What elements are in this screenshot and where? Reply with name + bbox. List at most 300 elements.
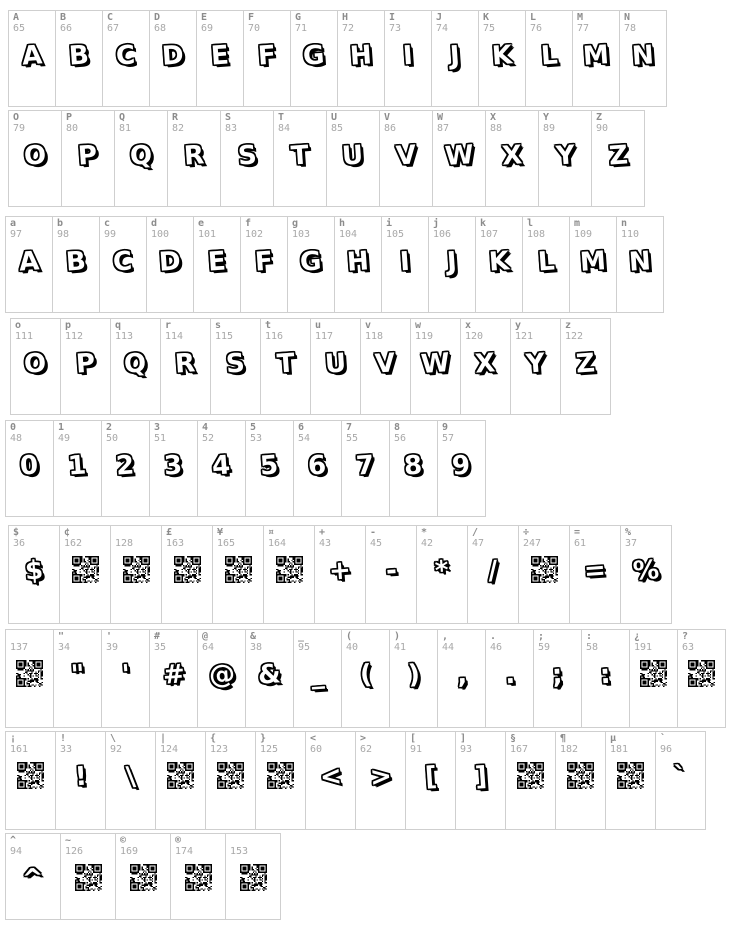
- cartoon-glyph: F: [254, 246, 274, 278]
- cell-code-label: 59: [538, 642, 551, 653]
- char-cell: [437, 629, 486, 728]
- glyph-area: [366, 540, 416, 602]
- cell-char-label: <: [310, 733, 317, 744]
- char-map-row: [5, 420, 750, 517]
- cell-code-label: 70: [248, 23, 261, 34]
- cell-code-label: 75: [483, 23, 496, 34]
- cartoon-glyph: 9: [451, 450, 472, 482]
- cartoon-glyph: /: [487, 555, 499, 587]
- cell-char-label: a: [10, 218, 17, 229]
- cell-code-label: 36: [13, 538, 26, 549]
- cell-code-label: 41: [394, 642, 407, 653]
- cartoon-glyph: 6: [307, 450, 328, 482]
- qr-glyph-icon: [517, 762, 544, 789]
- cell-code-label: 100: [151, 229, 170, 240]
- char-cell: [677, 629, 726, 728]
- cell-char-label: Q: [119, 112, 126, 123]
- char-cell: [475, 216, 523, 313]
- glyph-area: [241, 231, 287, 293]
- glyph-area: [53, 231, 99, 293]
- cell-char-label: e: [198, 218, 205, 229]
- char-cell: [52, 216, 100, 313]
- cartoon-glyph: 1: [67, 450, 88, 482]
- glyph-area: [539, 125, 591, 187]
- cell-code-label: 80: [66, 123, 79, 134]
- cell-char-label: $: [13, 527, 20, 538]
- qr-glyph-icon: [640, 660, 667, 687]
- char-cell: [102, 10, 150, 107]
- char-cell: [431, 10, 479, 107]
- cell-code-label: 33: [60, 744, 73, 755]
- cartoon-glyph: \: [124, 761, 137, 793]
- char-cell: [619, 10, 667, 107]
- glyph-area: [356, 746, 405, 808]
- cell-char-label: 7: [346, 422, 353, 433]
- char-cell: [146, 216, 194, 313]
- cartoon-glyph: I: [402, 40, 414, 72]
- cell-char-label: !: [60, 733, 67, 744]
- cell-code-label: 119: [415, 331, 434, 342]
- cell-code-label: 105: [386, 229, 405, 240]
- cell-char-label: j: [433, 218, 440, 229]
- glyph-area: [342, 435, 389, 497]
- glyph-area: [62, 125, 114, 187]
- char-cell: [160, 318, 211, 415]
- char-cell: [255, 731, 306, 830]
- qr-glyph: [6, 660, 53, 691]
- glyph-area: [115, 125, 167, 187]
- char-cell: [360, 318, 411, 415]
- cell-code-label: 247: [523, 538, 542, 549]
- char-map-row: [8, 525, 750, 624]
- cell-char-label: ~: [65, 835, 72, 846]
- cell-code-label: 71: [295, 23, 308, 34]
- cell-code-label: 83: [225, 123, 238, 134]
- glyph-area: [621, 540, 671, 602]
- cell-char-label: i: [386, 218, 393, 229]
- char-cell: [341, 420, 390, 517]
- cell-code-label: 34: [58, 642, 71, 653]
- cartoon-glyph: D: [158, 246, 182, 278]
- cell-code-label: 107: [480, 229, 499, 240]
- char-cell: [212, 525, 264, 624]
- cell-code-label: 95: [298, 642, 311, 653]
- cartoon-glyph: `: [672, 761, 689, 793]
- cartoon-glyph: ): [406, 659, 421, 691]
- cell-code-label: 89: [543, 123, 556, 134]
- cartoon-glyph: *: [434, 555, 450, 587]
- cell-code-label: 125: [260, 744, 279, 755]
- cell-code-label: 112: [65, 331, 84, 342]
- char-cell: [155, 731, 206, 830]
- cell-code-label: 78: [624, 23, 637, 34]
- char-cell: [193, 216, 241, 313]
- cell-char-label: p: [65, 320, 72, 331]
- char-cell: [310, 318, 361, 415]
- cell-char-label: y: [515, 320, 522, 331]
- char-cell: [560, 318, 611, 415]
- char-cell: [210, 318, 261, 415]
- qr-glyph-icon: [567, 762, 594, 789]
- cell-char-label: :: [586, 631, 593, 642]
- char-cell: [305, 731, 356, 830]
- cell-char-label: 5: [250, 422, 257, 433]
- char-cell: [337, 10, 385, 107]
- cell-char-label: 8: [394, 422, 401, 433]
- cartoon-glyph: I: [399, 246, 411, 278]
- cartoon-glyph: 0: [19, 450, 40, 482]
- char-cell: [8, 110, 62, 207]
- cell-code-label: 181: [610, 744, 629, 755]
- char-cell: [149, 10, 197, 107]
- cell-code-label: 51: [154, 433, 167, 444]
- cartoon-glyph: :: [599, 659, 612, 691]
- cell-code-label: 97: [10, 229, 23, 240]
- cell-code-label: 174: [175, 846, 194, 857]
- glyph-area: [6, 435, 53, 497]
- char-cell: [197, 420, 246, 517]
- qr-glyph: [226, 864, 280, 895]
- cell-code-label: 122: [565, 331, 584, 342]
- glyph-area: [9, 540, 59, 602]
- glyph-area: [198, 644, 245, 706]
- cell-code-label: 165: [217, 538, 236, 549]
- char-cell: [197, 629, 246, 728]
- cell-char-label: N: [624, 12, 631, 23]
- glyph-area: [147, 231, 193, 293]
- cartoon-glyph: E: [207, 246, 227, 278]
- cartoon-glyph: B: [68, 40, 90, 72]
- cell-code-label: 77: [577, 23, 590, 34]
- cell-code-label: 37: [625, 538, 638, 549]
- cartoon-glyph: K: [490, 40, 514, 72]
- cell-code-label: 182: [560, 744, 579, 755]
- glyph-area: [194, 231, 240, 293]
- cell-char-label: ': [106, 631, 113, 642]
- glyph-area: [311, 333, 360, 395]
- cell-code-label: 68: [154, 23, 167, 34]
- cartoon-glyph: B: [65, 246, 87, 278]
- qr-glyph-icon: [688, 660, 715, 687]
- qr-glyph-icon: [17, 762, 44, 789]
- cell-code-label: 52: [202, 433, 215, 444]
- cell-code-label: 88: [490, 123, 503, 134]
- char-cell: [616, 216, 664, 313]
- cell-char-label: h: [339, 218, 346, 229]
- cell-code-label: 86: [384, 123, 397, 134]
- cartoon-glyph: ,: [455, 659, 468, 691]
- cell-char-label: >: [360, 733, 367, 744]
- cell-code-label: 79: [13, 123, 26, 134]
- glyph-area: [291, 25, 337, 87]
- glyph-area: [274, 125, 326, 187]
- cell-code-label: 103: [292, 229, 311, 240]
- glyph-area: [438, 644, 485, 706]
- cell-code-label: 93: [460, 744, 473, 755]
- cell-code-label: 64: [202, 642, 215, 653]
- cell-char-label: r: [165, 320, 172, 331]
- glyph-area: [382, 231, 428, 293]
- char-cell: [240, 216, 288, 313]
- cell-code-label: 66: [60, 23, 73, 34]
- cell-char-label: O: [13, 112, 20, 123]
- cell-char-label: +: [319, 527, 326, 538]
- cell-code-label: 110: [621, 229, 640, 240]
- glyph-area: [486, 644, 533, 706]
- cell-code-label: 87: [437, 123, 450, 134]
- cell-code-label: 76: [530, 23, 543, 34]
- char-cell: [525, 10, 573, 107]
- char-cell: [105, 731, 156, 830]
- cartoon-glyph: ]: [473, 761, 488, 793]
- glyph-area: [592, 125, 644, 187]
- char-cell: [99, 216, 147, 313]
- glyph-area: [526, 25, 572, 87]
- char-map-row: [10, 318, 750, 415]
- cell-char-label: ÷: [523, 527, 530, 538]
- cell-char-label: }: [260, 733, 267, 744]
- cell-char-label: H: [342, 12, 349, 23]
- qr-glyph: [519, 556, 569, 587]
- char-cell: [196, 10, 244, 107]
- glyph-area: [6, 231, 52, 293]
- cartoon-glyph: ': [120, 659, 131, 691]
- char-cell: [55, 10, 103, 107]
- glyph-area: [511, 333, 560, 395]
- cell-code-label: 137: [10, 642, 29, 653]
- cell-char-label: ?: [682, 631, 689, 642]
- char-cell: [505, 731, 556, 830]
- cell-code-label: 81: [119, 123, 132, 134]
- cell-code-label: 167: [510, 744, 529, 755]
- cell-code-label: 124: [160, 744, 179, 755]
- cell-code-label: 61: [574, 538, 587, 549]
- cartoon-glyph: [: [423, 761, 438, 793]
- cell-code-label: 90: [596, 123, 609, 134]
- glyph-area: [100, 231, 146, 293]
- char-cell: [455, 731, 506, 830]
- qr-glyph: [61, 864, 115, 895]
- glyph-area: [198, 435, 245, 497]
- glyph-area: [9, 25, 55, 87]
- char-cell: [555, 731, 606, 830]
- cartoon-glyph: Y: [525, 348, 546, 380]
- cell-code-label: 44: [442, 642, 455, 653]
- cartoon-glyph: !: [73, 761, 88, 793]
- glyph-area: [246, 435, 293, 497]
- cell-char-label: 3: [154, 422, 161, 433]
- char-cell: [205, 731, 256, 830]
- cell-char-label: J: [436, 12, 443, 23]
- qr-glyph: [162, 556, 212, 587]
- char-cell: [629, 629, 678, 728]
- glyph-area: [294, 644, 341, 706]
- qr-glyph-icon: [75, 864, 102, 891]
- char-cell: [245, 420, 294, 517]
- cartoon-glyph: Y: [554, 140, 576, 172]
- glyph-area: [385, 25, 431, 87]
- char-cell: [334, 216, 382, 313]
- qr-glyph: [556, 762, 605, 793]
- cartoon-glyph: =: [583, 555, 607, 587]
- char-cell: [60, 318, 111, 415]
- cell-char-label: w: [415, 320, 422, 331]
- char-cell: [581, 629, 630, 728]
- char-cell: [225, 833, 281, 920]
- cell-char-label: ): [394, 631, 401, 642]
- char-cell: [287, 216, 335, 313]
- cell-code-label: 35: [154, 642, 167, 653]
- char-cell: [167, 110, 221, 207]
- char-cell: [61, 110, 115, 207]
- cell-char-label: [: [410, 733, 417, 744]
- cell-char-label: F: [248, 12, 255, 23]
- glyph-area: [111, 333, 160, 395]
- cell-char-label: \: [110, 733, 117, 744]
- qr-glyph: [116, 864, 170, 895]
- char-cell: [460, 318, 511, 415]
- char-cell: [110, 525, 162, 624]
- qr-glyph-icon: [174, 556, 201, 583]
- cartoon-glyph: R: [174, 348, 197, 380]
- cell-code-label: 113: [115, 331, 134, 342]
- cartoon-glyph: T: [290, 140, 310, 172]
- cell-char-label: 1: [58, 422, 65, 433]
- cell-char-label: 2: [106, 422, 113, 433]
- cartoon-glyph: <: [318, 761, 343, 793]
- cell-code-label: 53: [250, 433, 263, 444]
- char-cell: [101, 420, 150, 517]
- cell-code-label: 47: [472, 538, 485, 549]
- glyph-area: [342, 644, 389, 706]
- cell-code-label: 82: [172, 123, 185, 134]
- cartoon-glyph: >: [368, 761, 393, 793]
- cartoon-glyph: N: [628, 246, 652, 278]
- cell-code-label: 191: [634, 642, 653, 653]
- glyph-area: [620, 25, 666, 87]
- char-cell: [379, 110, 433, 207]
- cell-code-label: 73: [389, 23, 402, 34]
- cell-code-label: 55: [346, 433, 359, 444]
- glyph-area: [433, 125, 485, 187]
- cartoon-glyph: 7: [355, 450, 376, 482]
- cartoon-glyph: &: [257, 659, 282, 691]
- cartoon-glyph: P: [77, 140, 99, 172]
- cell-code-label: 69: [201, 23, 214, 34]
- char-cell: [655, 731, 706, 830]
- cartoon-glyph: C: [112, 246, 134, 278]
- glyph-area: [244, 25, 290, 87]
- char-cell: [110, 318, 161, 415]
- char-cell: [384, 10, 432, 107]
- char-cell: [518, 525, 570, 624]
- cell-char-label: %: [625, 527, 632, 538]
- qr-glyph-icon: [72, 556, 99, 583]
- glyph-area: [315, 540, 365, 602]
- cell-code-label: 99: [104, 229, 117, 240]
- char-cell: [293, 629, 342, 728]
- cell-char-label: {: [210, 733, 217, 744]
- cartoon-glyph: ": [69, 659, 86, 691]
- cell-char-label: ¥: [217, 527, 224, 538]
- cell-code-label: 39: [106, 642, 119, 653]
- char-cell: [290, 10, 338, 107]
- cell-code-label: 58: [586, 642, 599, 653]
- cell-char-label: A: [13, 12, 20, 23]
- glyph-area: [327, 125, 379, 187]
- cell-char-label: ^: [10, 835, 17, 846]
- char-cell: [314, 525, 366, 624]
- char-cell: [365, 525, 417, 624]
- char-cell: [5, 629, 54, 728]
- qr-glyph-icon: [267, 762, 294, 789]
- cartoon-glyph: 3: [163, 450, 184, 482]
- cell-char-label: v: [365, 320, 372, 331]
- cartoon-glyph: ^: [21, 863, 45, 895]
- cell-code-label: 48: [10, 433, 23, 444]
- cell-char-label: c: [104, 218, 111, 229]
- cell-char-label: z: [565, 320, 572, 331]
- char-cell: [115, 833, 171, 920]
- cartoon-glyph: M: [579, 246, 607, 278]
- cell-char-label: £: [166, 527, 173, 538]
- char-cell: [381, 216, 429, 313]
- char-cell: [5, 420, 54, 517]
- cartoon-glyph: A: [17, 246, 41, 278]
- qr-glyph-icon: [240, 864, 267, 891]
- cartoon-glyph: 5: [259, 450, 280, 482]
- char-cell: [53, 420, 102, 517]
- glyph-area: [573, 25, 619, 87]
- cell-code-label: 115: [215, 331, 234, 342]
- cartoon-glyph: S: [236, 140, 258, 172]
- cell-char-label: ]: [460, 733, 467, 744]
- char-cell: [59, 525, 111, 624]
- cell-char-label: 4: [202, 422, 209, 433]
- character-map: [0, 10, 750, 942]
- char-cell: [572, 10, 620, 107]
- cell-code-label: 91: [410, 744, 423, 755]
- cartoon-glyph: D: [161, 40, 185, 72]
- glyph-area: [56, 746, 105, 808]
- cell-char-label: l: [527, 218, 534, 229]
- cartoon-glyph: #: [161, 659, 186, 691]
- char-cell: [10, 318, 61, 415]
- cartoon-glyph: K: [487, 246, 511, 278]
- cartoon-glyph: X: [474, 348, 497, 380]
- glyph-area: [11, 333, 60, 395]
- cell-char-label: n: [621, 218, 628, 229]
- cartoon-glyph: G: [299, 246, 323, 278]
- char-cell: [591, 110, 645, 207]
- cartoon-glyph: W: [420, 348, 451, 380]
- cell-char-label: U: [331, 112, 338, 123]
- glyph-area: [9, 125, 61, 187]
- qr-glyph: [206, 762, 255, 793]
- cartoon-glyph: 4: [211, 450, 232, 482]
- qr-glyph-icon: [185, 864, 212, 891]
- cell-char-label: M: [577, 12, 584, 23]
- char-cell: [437, 420, 486, 517]
- cell-char-label: b: [57, 218, 64, 229]
- char-map-row: [5, 833, 750, 920]
- cell-char-label: .: [490, 631, 497, 642]
- qr-glyph: [606, 762, 655, 793]
- glyph-area: [246, 644, 293, 706]
- cell-char-label: X: [490, 112, 497, 123]
- char-cell: [605, 731, 656, 830]
- glyph-area: [288, 231, 334, 293]
